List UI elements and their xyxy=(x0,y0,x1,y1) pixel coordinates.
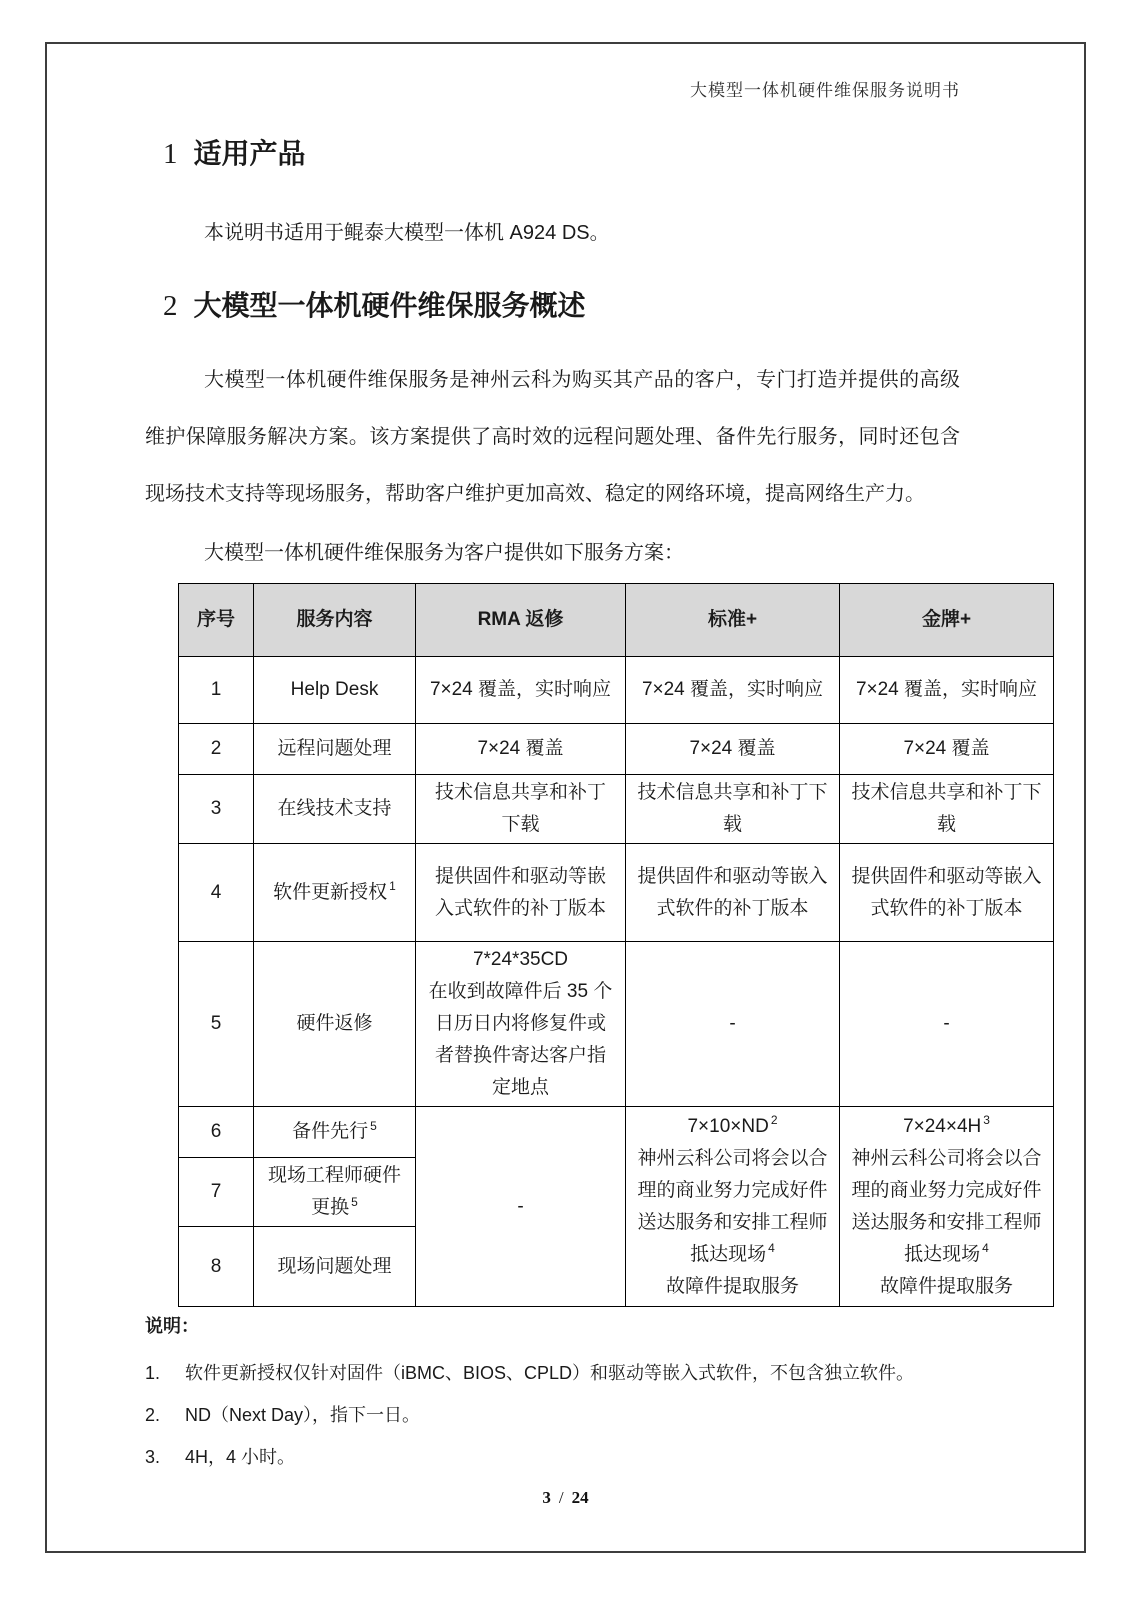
note-number: 2. xyxy=(145,1405,161,1425)
footnote-marker: 1 xyxy=(389,879,396,894)
table-row-2 xyxy=(179,724,1054,775)
notes-label: 说明： xyxy=(145,1316,199,1336)
gold-body-text: 神州云科公司将会以合理的商业努力完成好件送达服务和安排工程师抵达现场 xyxy=(851,1147,1042,1265)
header-cell-no: 序号 xyxy=(179,584,254,657)
cell-standard: - xyxy=(626,942,840,1107)
footnote-marker: 4 xyxy=(768,1241,775,1256)
note-item-3 xyxy=(145,1444,975,1470)
cell-standard: 7×24 覆盖 xyxy=(626,724,840,775)
notes-section xyxy=(145,1312,975,1486)
cell-rma: 7×24 覆盖，实时响应 xyxy=(416,657,626,724)
cell-no: 2 xyxy=(179,724,254,775)
cell-service: 在线技术支持 xyxy=(254,775,416,844)
section-2-intro-paragraph: 大模型一体机硬件维保服务是神州云科为购买其产品的客户，专门打造并提供的高级维护保障服务解决方案。该方案提供了高时效的远程问题处理、备件先行服务，同时还包含现场技术支持等现场服务，帮助客户维护更加高效、稳定的网络环境，提高网络生产力。 xyxy=(145,369,960,505)
cell-rma xyxy=(416,942,626,1107)
page-footer xyxy=(0,1488,1131,1508)
section-1-number: 1 xyxy=(163,138,178,170)
cell-gold: 7×24 覆盖，实时响应 xyxy=(840,657,1054,724)
note-text: 4H，4 小时。 xyxy=(185,1447,296,1467)
section-1-heading xyxy=(145,132,978,172)
rma-detail-text: 在收到故障件后 35 个日历日内将修复件或者替换件寄达客户指定地点 xyxy=(428,981,613,1098)
cell-rma: 7×24 覆盖 xyxy=(416,724,626,775)
standard-sla-text: 7×10×ND xyxy=(687,1115,769,1137)
footnote-marker: 2 xyxy=(770,1113,778,1128)
standard-sla-line xyxy=(635,1111,830,1143)
footnote-marker: 5 xyxy=(351,1194,358,1209)
standard-tail-text: 故障件提取服务 xyxy=(665,1275,799,1297)
cell-standard: 提供固件和驱动等嵌入式软件的补丁版本 xyxy=(626,844,840,942)
section-2-number: 2 xyxy=(163,290,178,322)
table-row-4 xyxy=(179,844,1054,942)
cell-service: Help Desk xyxy=(254,657,416,724)
cell-rma: 提供固件和驱动等嵌入式软件的补丁版本 xyxy=(416,844,626,942)
cell-no: 8 xyxy=(179,1227,254,1307)
header-cell-standard: 标准+ xyxy=(626,584,840,657)
cell-standard: 7×24 覆盖，实时响应 xyxy=(626,657,840,724)
cell-no: 3 xyxy=(179,775,254,844)
footnote-marker: 5 xyxy=(370,1118,377,1133)
table-row-5 xyxy=(179,942,1054,1107)
section-2-title: 大模型一体机硬件维保服务概述 xyxy=(193,290,586,321)
cell-rma: 技术信息共享和补丁下载 xyxy=(416,775,626,844)
section-2-heading xyxy=(145,284,978,324)
cell-service-text: 现场工程师硬件更换 xyxy=(267,1165,401,1218)
standard-body-text: 神州云科公司将会以合理的商业努力完成好件送达服务和安排工程师抵达现场 xyxy=(637,1147,828,1265)
cell-rma-merged: - xyxy=(416,1107,626,1307)
gold-sla-line xyxy=(849,1111,1044,1143)
section-1-paragraph: 本说明书适用于鲲泰大模型一体机 A924 DS。 xyxy=(204,222,610,244)
header-cell-gold: 金牌+ xyxy=(840,584,1054,657)
cell-service-text: 备件先行 xyxy=(292,1121,369,1142)
cell-service: 现场问题处理 xyxy=(254,1227,416,1307)
footnote-marker: 4 xyxy=(982,1241,989,1256)
cell-standard: 技术信息共享和补丁下载 xyxy=(626,775,840,844)
page-number-current: 3 xyxy=(542,1488,551,1507)
cell-no: 1 xyxy=(179,657,254,724)
cell-service: 远程问题处理 xyxy=(254,724,416,775)
cell-standard-merged xyxy=(626,1107,840,1307)
section-1-title: 适用产品 xyxy=(193,138,306,169)
page-number-separator: / xyxy=(558,1488,564,1507)
cell-service-text: 软件更新授权 xyxy=(273,881,388,903)
cell-no: 6 xyxy=(179,1107,254,1158)
service-plans-table xyxy=(178,583,1054,1307)
header-cell-service: 服务内容 xyxy=(254,584,416,657)
gold-sla-text: 7×24×4H xyxy=(903,1115,982,1137)
page-number-total: 24 xyxy=(571,1488,589,1507)
cell-service: 硬件返修 xyxy=(254,942,416,1107)
footnote-marker: 3 xyxy=(983,1113,990,1128)
gold-tail-text: 故障件提取服务 xyxy=(879,1275,1013,1297)
table-header-row xyxy=(179,584,1054,657)
cell-service xyxy=(254,844,416,942)
cell-gold: 技术信息共享和补丁下载 xyxy=(840,775,1054,844)
cell-gold: 提供固件和驱动等嵌入式软件的补丁版本 xyxy=(840,844,1054,942)
table-row-3 xyxy=(179,775,1054,844)
cell-gold: - xyxy=(840,942,1054,1107)
cell-gold-merged xyxy=(840,1107,1054,1307)
document-header-title: 大模型一体机硬件维保服务说明书 xyxy=(690,81,960,100)
cell-no: 7 xyxy=(179,1158,254,1227)
cell-service xyxy=(254,1158,416,1227)
rma-sla-line: 7*24*35CD xyxy=(472,949,569,970)
cell-no: 4 xyxy=(179,844,254,942)
note-text: 软件更新授权仅针对固件（iBMC、BIOS、CPLD）和驱动等嵌入式软件，不包含独立软件。 xyxy=(185,1363,915,1383)
table-row-6 xyxy=(179,1107,1054,1158)
table-lead-paragraph: 大模型一体机硬件维保服务为客户提供如下服务方案： xyxy=(204,542,684,564)
note-item-1 xyxy=(145,1360,975,1386)
note-number: 3. xyxy=(145,1447,161,1467)
note-item-2 xyxy=(145,1402,975,1428)
note-number: 1. xyxy=(145,1363,161,1383)
cell-service xyxy=(254,1107,416,1158)
note-text: ND（Next Day），指下一日。 xyxy=(185,1405,421,1425)
header-cell-rma: RMA 返修 xyxy=(416,584,626,657)
table-row-1 xyxy=(179,657,1054,724)
cell-gold: 7×24 覆盖 xyxy=(840,724,1054,775)
cell-no: 5 xyxy=(179,942,254,1107)
